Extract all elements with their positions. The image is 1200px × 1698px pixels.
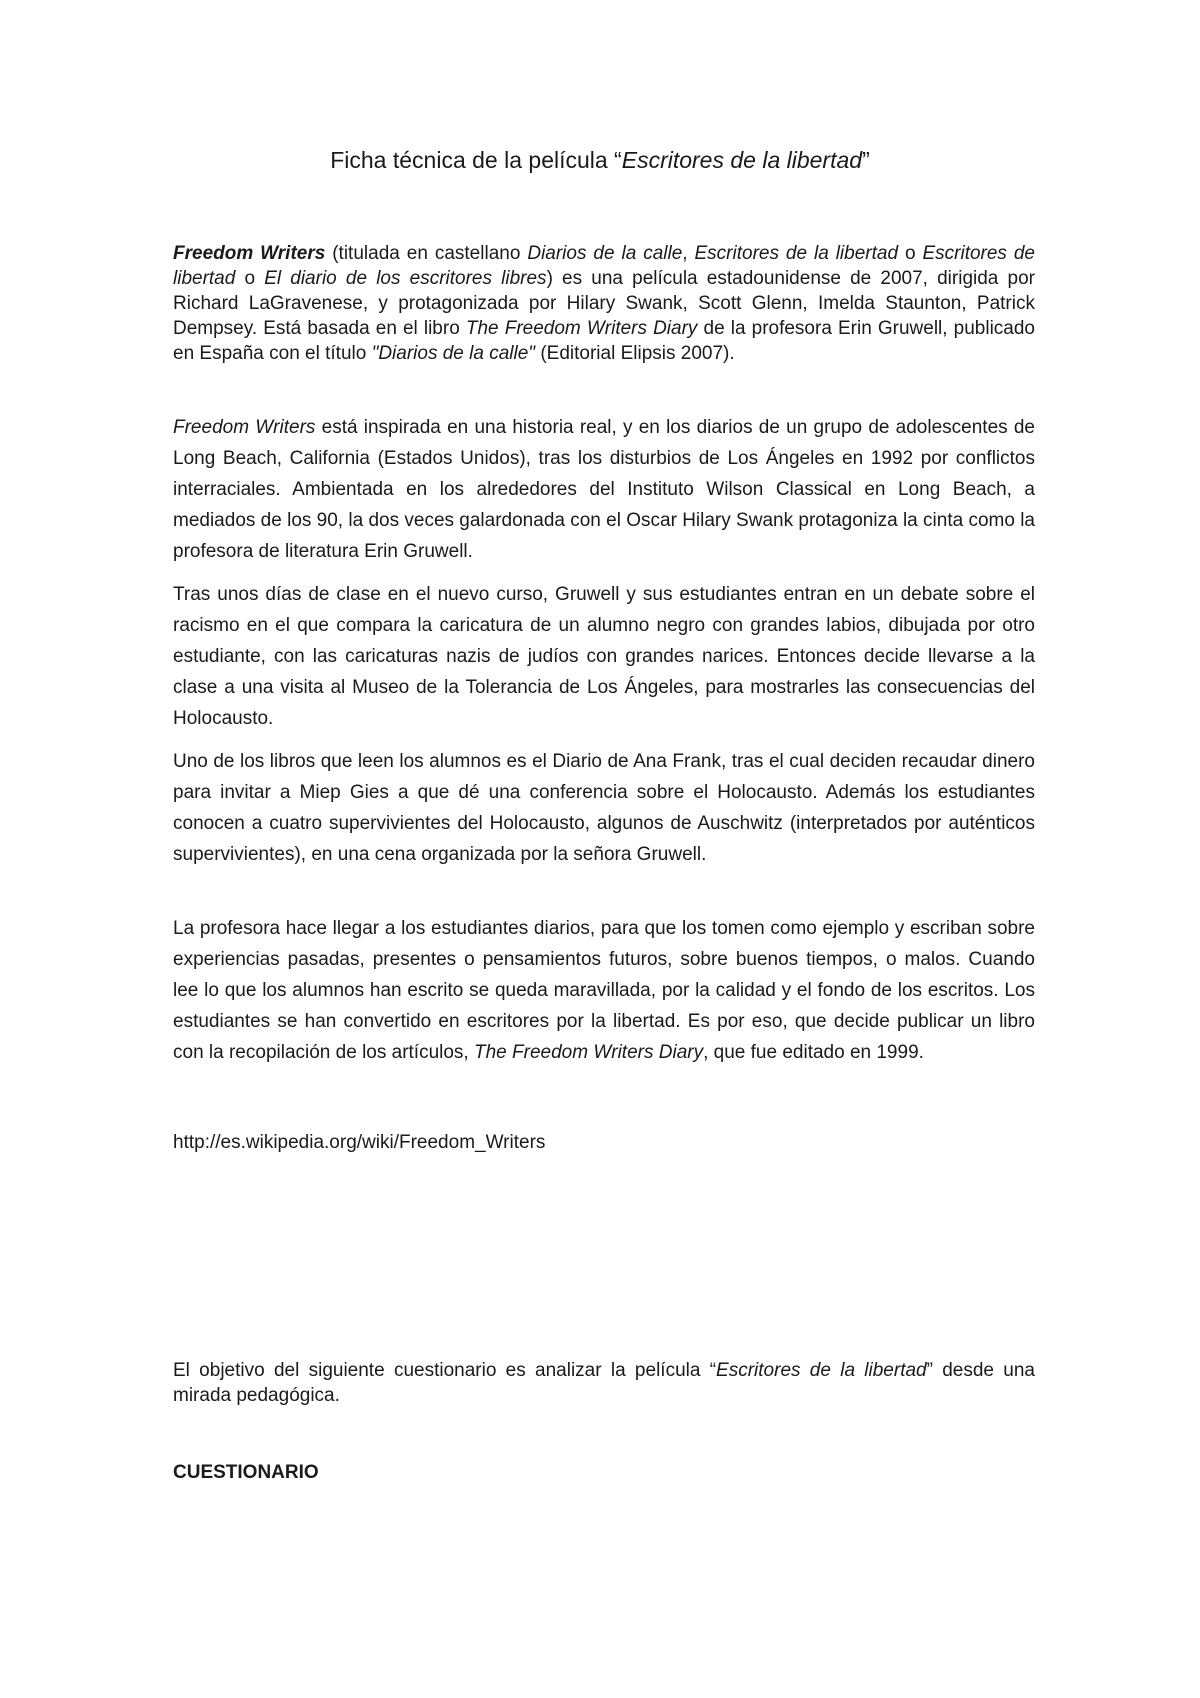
paragraph-diaries [173, 913, 1035, 1068]
objective-end: ” desde una mirada pedagógica. [173, 1360, 1035, 1406]
intro-book-title: The Freedom Writers Diary [465, 318, 698, 339]
paragraph-debate: Tras unos días de clase en el nuevo curso, Gruwell y sus estudiantes entran en un debate sobre el racismo en el que compara la caricatura de un alumno negro con grandes labios, dibujada por otro estudiante, con las caricaturas nazis de judíos con grandes narices. Entonces decide llevarse a la clase a una visita al Museo de la Tolerancia de Los Ángeles, para mostrarles las consecuencias del Holocausto. [173, 584, 1035, 729]
intro-alt-title-2: Escritores de la libertad [694, 243, 899, 264]
paragraph5-text: La profesora hace llegar a los estudiantes diarios, para que los tomen como ejemplo y escriban sobre experiencias pasadas, presentes o pensamientos futuros, sobre buenos tiempos, o malos. Cuando lee lo que los alumnos han escrito se queda maravillada, por la calidad y el fondo de los escritos. Los estudiantes se han convertido en escritores por la libertad. Es por eso, que decide publicar un libro con la recopilación de los artículos, [173, 918, 1035, 1063]
objective-paragraph [173, 1358, 1035, 1408]
title-prefix: Ficha técnica de la película “ [330, 147, 622, 173]
intro-text-4: o [235, 268, 265, 289]
intro-text-2: , [682, 243, 695, 264]
objective-text: El objetivo del siguiente cuestionario es analizar la película “ [173, 1360, 717, 1381]
paragraph-anne-frank: Uno de los libros que leen los alumnos es el Diario de Ana Frank, tras el cual deciden recaudar dinero para invitar a Miep Gies a que dé una conferencia sobre el Holocausto. Además los estudiantes conocen a cuatro supervivientes del Holocausto, algunos de Auschwitz (interpretados por auténticos supervivientes), en una cena organizada por la señora Gruwell. [173, 751, 1035, 865]
source-link[interactable]: http://es.wikipedia.org/wiki/Freedom_Writers [173, 1132, 546, 1153]
intro-alt-title-1: Diarios de la calle [527, 243, 683, 264]
paragraph2-text: está inspirada en una historia real, y en los diarios de un grupo de adolescentes de Long Beach, California (Estados Unidos), tras los disturbios de Los Ángeles en 1992 por conflictos interraciales. Ambientada en los alrededores del Instituto Wilson Classical en Long Beach, a mediados de los 90, la dos veces galardonada con el Oscar Hilary Swank protagoniza la cinta como la profesora de literatura Erin Gruwell. [173, 417, 1035, 562]
intro-alt-title-3: Escritores de libertad [173, 243, 1036, 289]
intro-paragraph [173, 241, 1035, 366]
intro-text-6: de la profesora Erin Gruwell, publicado en España con el título [173, 318, 1035, 364]
title-italic: Escritores de la libertad [621, 147, 863, 173]
page-title [0, 146, 1200, 174]
intro-text-3: o [898, 243, 923, 264]
intro-spanish-book-title: "Diarios de la calle" [371, 343, 536, 364]
intro-text-7: (Editorial Elipsis 2007). [535, 343, 735, 364]
paragraph2-lead: Freedom Writers [173, 417, 316, 438]
paragraph5-book-title: The Freedom Writers Diary [474, 1042, 704, 1063]
intro-text-1: (titulada en castellano [325, 243, 528, 264]
intro-text-5: ) es una película estadounidense de 2007, dirigida por Richard LaGravenese, y protagonizada por Hilary Swank, Scott Glenn, Imelda Staunton, Patrick Dempsey. Está basada en el libro [173, 268, 1035, 339]
objective-film-title: Escritores de la libertad [716, 1360, 927, 1381]
title-suffix: ” [862, 147, 870, 173]
intro-film-title: Freedom Writers [173, 243, 326, 264]
paragraph5-end: , que fue editado en 1999. [703, 1042, 924, 1063]
paragraph-inspiration [173, 412, 1035, 567]
questionnaire-heading: CUESTIONARIO [173, 1462, 319, 1483]
intro-alt-title-4: El diario de los escritores libres [264, 268, 547, 289]
